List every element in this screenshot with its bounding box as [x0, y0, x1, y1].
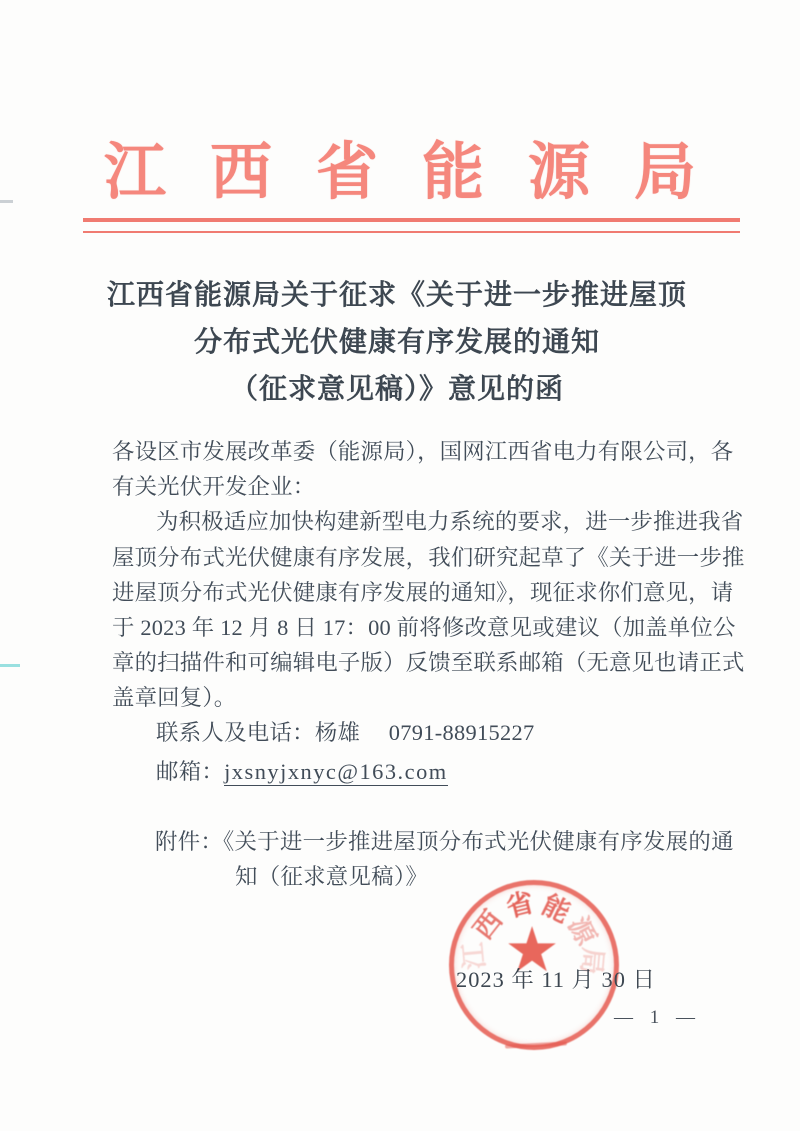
official-seal [449, 880, 619, 1050]
attachment-line-1: 附件：《关于进一步推进屋顶分布式光伏健康有序发展的通 [155, 829, 734, 854]
email-address: jxsnyjxnyc@163.com [224, 758, 448, 784]
seal-arc-char: 西 [467, 905, 509, 945]
seal-arc-char: 江 [457, 941, 491, 971]
title-line-1: 江西省能源局关于征求《关于进一步推进屋顶 [106, 280, 687, 311]
salutation-line: 有关光伏开发企业： [112, 474, 316, 500]
salutation-line: 各设区市发展改革委（能源局），国网江西省电力有限公司，各 [112, 439, 734, 464]
body-line: 为积极适应加快构建新型电力系统的要求，进一步推进我省 [156, 509, 744, 535]
body-line: 进屋顶分布式光伏健康有序发展的通知》，现征求你们意见，请 [112, 579, 734, 605]
letterhead-org-name: 江西省能源局 [103, 139, 740, 207]
star-icon: ★ [504, 913, 560, 986]
letter-body [112, 434, 745, 716]
body-line: 盖章回复）。 [112, 685, 237, 711]
document-date: 2023 年 11 月 30 日 [456, 967, 656, 992]
title-line-2: 分布式光伏健康有序发展的通知 [193, 327, 600, 358]
title-line-3: （征求意见稿）》意见的函 [229, 374, 564, 405]
page-number: — 1 — [614, 1007, 701, 1028]
contact-phone-line: 联系人及电话：杨雄 0791-88915227 [156, 720, 535, 745]
seal-arc-char: 局 [575, 946, 609, 976]
attachment-line-2: 知（征求意见稿）》 [235, 864, 429, 889]
seal-arc-char: 源 [562, 912, 602, 950]
scan-artifact [0, 200, 13, 203]
body-line: 章的扫描件和可编辑电子版）反馈至联系邮箱（无意见也请正式 [112, 650, 745, 676]
body-line: 屋顶分布式光伏健康有序发展，我们研究起草了《关于进一步推 [112, 544, 745, 570]
letterhead-divider [83, 218, 740, 233]
body-line: 于 2023 年 12 月 8 日 17：00 前将修改意见或建议（加盖单位公 [112, 614, 736, 640]
contact-email-line [156, 753, 535, 792]
attachment-block [155, 824, 734, 894]
seal-arc-char: 能 [537, 889, 575, 929]
document-title [0, 272, 794, 413]
email-label: 邮箱： [156, 758, 225, 784]
scan-artifact [0, 664, 20, 667]
seal-arc-char: 省 [503, 887, 537, 923]
contact-block [156, 714, 535, 791]
